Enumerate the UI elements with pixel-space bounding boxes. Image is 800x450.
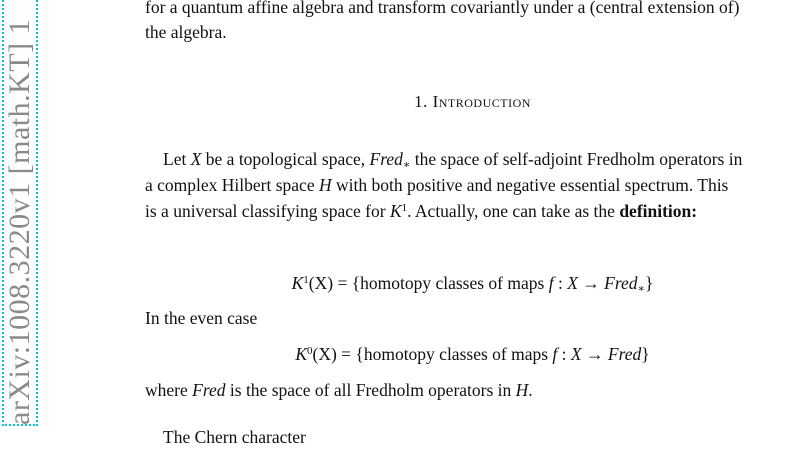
- paragraph-1-line-2: a complex Hilbert space H with both positive and negative essential spectrum. This: [145, 175, 729, 195]
- even-case-text: In the even case: [145, 308, 258, 328]
- arxiv-sidebar: [0, 0, 42, 450]
- paragraph-1-line-3: is a universal classifying space for $K^1$. Actually, one can take as the definition:: [145, 201, 698, 221]
- section-heading: 1. Introduction: [414, 92, 531, 111]
- abstract-line-1: for a quantum affine algebra and transform covariantly under a (central extension of): [145, 0, 740, 17]
- equation-k1: $K^1(X)$ = {homotopy classes of maps f : X → Fred$_∗$}: [291, 273, 654, 295]
- math-fred: Fred: [369, 149, 403, 169]
- arxiv-identifier: arXiv:1008.3220v1 [math.KT] 1: [3, 18, 36, 425]
- abstract-line-2: the algebra.: [145, 22, 227, 42]
- equation-k0: $K^0(X)$ = {homotopy classes of maps f : X → Fred}: [295, 344, 650, 364]
- math-var-h: H: [318, 175, 332, 195]
- math-k: K: [389, 201, 402, 221]
- math-var-x: X: [190, 149, 202, 169]
- where-line: where Fred is the space of all Fredholm operators in H.: [145, 380, 533, 400]
- chern-character-line: The Chern character: [163, 427, 306, 447]
- definition-bold: definition:: [619, 201, 698, 221]
- paragraph-1-line-1: Let X be a topological space, Fred$_∗$ the space of self-adjoint Fredholm operators in: [163, 149, 743, 171]
